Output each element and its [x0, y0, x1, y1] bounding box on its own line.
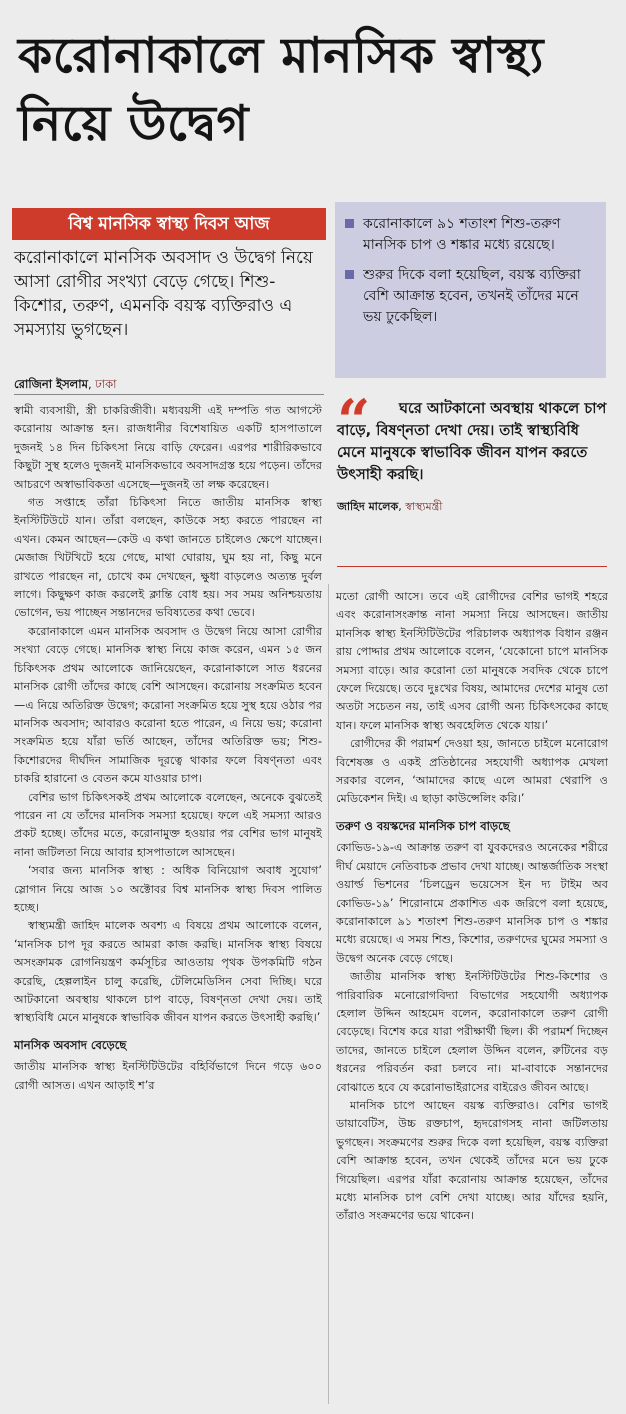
headline: করোনাকালে মানসিক স্বাস্থ্য নিয়ে উদ্বেগ — [18, 27, 544, 152]
highlight-item — [345, 214, 596, 256]
byline-name: রোজিনা ইসলাম — [14, 377, 88, 391]
byline-place: ঢাকা — [95, 377, 117, 391]
highlight-text: করোনাকালে ৯১ শতাংশ শিশু-তরুণ মানসিক চাপ ও শঙ্কার মধ্যে রয়েছে। — [363, 216, 561, 253]
right-column — [336, 588, 608, 1226]
pull-quote-role: স্বাস্থ্যমন্ত্রী — [405, 500, 443, 513]
pull-quote-text: ঘরে আটকানো অবস্থায় থাকলে চাপ বাড়ে, বিষণ্নতা দেখা দেয়। তাই স্বাস্থ্যবিধি মেনে মানুষকে স্বাভাবিক জীবন যাপন করতে উৎসাহী করছি। — [337, 400, 607, 483]
kicker-banner: বিশ্ব মানসিক স্বাস্থ্য দিবস আজ — [12, 208, 326, 240]
quote-mark-icon: “ — [337, 387, 371, 455]
body-paragraph: জাতীয় মানসিক স্বাস্থ্য ইনস্টিটিউটের বহির্বিভাগে দিনে গড়ে ৬০০ রোগী আসত। এখন আড়াই শ’র — [14, 1060, 322, 1092]
pull-quote — [337, 387, 609, 517]
byline — [14, 376, 328, 392]
body-paragraph: বেশির ভাগ চিকিৎসকই প্রথম আলোকে বলেছেন, অনেকে বুঝতেই পারেন না যে তাঁদের মানসিক সমস্যা হয়েছে। ফলে এই সমস্যা আরও প্রকট হচ্ছে। তাঁদের মতে, করোনামুক্ত হওয়ার পর বেশির ভাগ মানুষই নানা জটিলতা নিয়ে আবার হাসপাতালে আসছেন। — [14, 790, 322, 859]
column-divider — [328, 584, 329, 1404]
body-paragraph: মতো রোগী আসে। তবে এই রোগীদের বেশির ভাগই শহরে এবং করোনাসংক্রান্ত নানা সমস্যা নিয়ে আসছেন। জাতীয় মানসিক স্বাস্থ্য ইনস্টিটিউটের পরিচালক অধ্যাপক বিধান রঞ্জন রায় পোদ্দার প্রথম আলোকে বলেন, ‘যেকোনো চাপে মানসিক সমস্যা বাড়ে। আর করোনা তো মানুষকে সবদিক থেকে চাপে ফেলে দিয়েছে। তবে দুঃখের বিষয়, আমাদের দেশের মানুষ তো অতটা সচেতন নয়, তাই এসব রোগী অন্য চিকিৎসকের কাছে যান। ফলে মানসিক স্বাস্থ্য অবহেলিত থেকে যায়।’ — [336, 590, 608, 732]
body-paragraph: স্বাস্থ্যমন্ত্রী জাহিদ মালেক অবশ্য এ বিষয়ে প্রথম আলোকে বলেন, ‘মানসিক চাপ দূর করতে আমরা কাজ করছি। মানসিক স্বাস্থ্য বিষয়ে অসংক্রামক রোগনিয়ন্ত্রণ কর্মসূচির আওতায় পৃথক উপকমিটি গঠন করেছি, হেল্পলাইন চালু করেছি, টেলিমেডিসিন সেবা দিচ্ছি। ঘরে আটকানো অবস্থায় থাকলে চাপ বাড়ে, বিষণ্নতা দেখা দেয়। তাই স্বাস্থ্যবিধি মেনে মানুষকে স্বাভাবিক জীবন যাপন করতে উৎসাহী করছি।’ — [14, 919, 322, 1025]
highlight-text: শুরুর দিকে বলা হয়েছিল, বয়স্ক ব্যক্তিরা বেশি আক্রান্ত হবেন, তখনই তাঁদের মনে ভয় ঢুকেছিল। — [363, 267, 581, 325]
byline-rule — [14, 394, 324, 395]
bullet-square-icon — [345, 270, 354, 279]
body-paragraph: মানসিক চাপে আছেন বয়স্ক ব্যক্তিরাও। বেশির ভাগই ডায়াবেটিস, উচ্চ রক্তচাপ, হৃদরোগসহ নানা জটিলতায় ভুগছেন। সংক্রমণের শুরুর দিকে বলা হয়েছিল, বয়স্ক ব্যক্তিরা বেশি আক্রান্ত হবেন, তখন থেকেই তাঁদের মনে ভয় ঢুকে গিয়েছিল। এরপর যাঁরা করোনায় আক্রান্ত হয়েছেন, তাঁদের মধ্যে মানসিক চাপ বেশি দেখা যাচ্ছে। আর যাঁদের হয়নি, তাঁরাও সংক্রমণের ভয়ে থাকেন। — [336, 1098, 608, 1223]
section-subhead: মানসিক অবসাদ বেড়েছে — [14, 1037, 127, 1052]
pull-quote-name: জাহিদ মালেক — [337, 500, 399, 513]
body-paragraph: জাতীয় মানসিক স্বাস্থ্য ইনস্টিটিউটের শিশু-কিশোর ও পারিবারিক মনোরোগবিদ্যা বিভাগের সহযোগী অধ্যাপক হেলাল উদ্দিন আহমেদ বলেন, করোনাকালে তরুণ রোগী বেড়েছে। বিশেষ করে যারা পরীক্ষার্থী ছিল। কী পরামর্শ দিচ্ছেন তাদের, জানতে চাইলে হেলাল উদ্দিন বলেন, রুটিনের বড় ধরনের পরিবর্তন করা চলবে না। মা-বাবাকে সন্তানদের বোঝাতে হবে যে করোনাভাইরাসের বাইরেও জীবন আছে। — [336, 970, 608, 1094]
highlight-item — [345, 265, 596, 328]
byline-sep: , — [87, 377, 96, 391]
body-paragraph: রোগীদের কী পরামর্শ দেওয়া হয়, জানতে চাইলে মনোরোগ বিশেষজ্ঞ ও একই প্রতিষ্ঠানের সহযোগী অধ্যাপক মেখলা সরকার বলেন, ‘আমাদের কাছে এলে আমরা থেরাপি ও মেডিকেশন দিই। এ ছাড়া কাউন্সেলিং করি।’ — [336, 737, 608, 806]
body-paragraph: স্বামী ব্যবসায়ী, স্ত্রী চাকরিজীবী। মধ্যবয়সী এই দম্পতি গত আগস্টে করোনায় আক্রান্ত হন। রাজধানীর বিশেষায়িত একটি হাসপাতালে দুজনই ১৪ দিন চিকিৎসা নিয়ে বাড়ি ফেরেন। এরপর শারীরিকভাবে কিছুটা সুস্থ হলেও দুজনই মানসিকভাবে অবসাদগ্রস্ত হয়ে পড়েন। তাঁদের আচরণে অস্বাভাবিকতা এসেছে—দুজনই তা লক্ষ করেছেন। — [14, 404, 322, 491]
body-paragraph: গত সপ্তাহে তাঁরা চিকিৎসা নিতে জাতীয় মানসিক স্বাস্থ্য ইনস্টিটিউটে যান। তাঁরা বলছেন, কাউকে সহ্য করতে পারছেন না এখন। কেমন আছেন—কেউ এ কথা জানতে চাইলেও ক্ষেপে যাচ্ছেন। মেজাজ খিটখিটে হয়ে গেছে, মাথা ঘোরায়, ঘুম হয় না, কিছু মনে রাখতে পারছেন না, চোখে কম দেখছেন, ক্ষুধা বাড়লেও অত্যন্ত দুর্বল লাগে। কিছুক্ষণ কাজ করলেই ক্লান্তি বোধ হয়। সব সময় অনিশ্চয়তায় ভোগেন, ভয় পাচ্ছেন সন্তানদের ভবিষ্যতের কথা ভেবে। — [14, 496, 322, 620]
highlight-box — [335, 202, 606, 378]
body-paragraph: কোভিড-১৯-এ আক্রান্ত তরুণ বা যুবকদেরও অনেকের শরীরে দীর্ঘ মেয়াদে নেতিবাচক প্রভাব দেখা যাচ্ছে। আন্তর্জাতিক সংস্থা ওয়ার্ল্ড ভিশনের ‘চিলড্রেন ভয়েসেস ইন দ্য টাইম অব কোভিড-১৯’ শিরোনামে প্রকাশিত এক জরিপে বলা হয়েছে, করোনাকালে ৯১ শতাংশ শিশু-তরুণ মানসিক চাপ ও শঙ্কার মধ্যে রয়েছে। এ সময় শিশু, কিশোর, তরুণদের ঘুমের সমস্যা ও উদ্বেগ অনেক বেড়ে গেছে। — [336, 841, 608, 965]
bullet-square-icon — [345, 219, 354, 228]
body-paragraph: করোনাকালে এমন মানসিক অবসাদ ও উদ্বেগ নিয়ে আসা রোগীর সংখ্যা বেড়ে গেছে। মানসিক স্বাস্থ্য নিয়ে কাজ করেন, এমন ১৫ জন চিকিৎসক প্রথম আলোকে জানিয়েছেন, করোনাকালে সাত ধরনের মানসিক রোগী তাঁদের কাছে বেশি আসছেন। করোনায় সংক্রমিত হবেন—এ নিয়ে অতিরিক্ত উদ্বেগ; করোনা সংক্রমিত হয়ে সুস্থ হয়ে ওঠার পর মানসিক অবসাদ; আবারও করোনা হতে পারেন, এ নিয়ে ভয়; করোনা সংক্রমিত হয়ে যাঁরা ভর্তি আছেন, তাঁদের অতিরিক্ত ভয়; শিশু-কিশোরদের দীর্ঘদিন সামাজিক দূরত্বে থাকার ফলে বিষণ্নতা এবং চাকরি হারানো ও বেতন কমে যাওয়ার চাপ। — [14, 624, 322, 786]
attr-sep: , — [398, 500, 406, 513]
lede: করোনাকালে মানসিক অবসাদ ও উদ্বেগ নিয়ে আসা রোগীর সংখ্যা বেড়ে গেছে। শিশু-কিশোর, তরুণ, এমনকি বয়স্ক ব্যক্তিরাও এ সমস্যায় ভুগছেন। — [14, 248, 313, 340]
quote-rule — [337, 566, 607, 567]
pull-quote-attribution — [337, 498, 609, 517]
section-subhead: তরুণ ও বয়স্কদের মানসিক চাপ বাড়ছে — [336, 818, 510, 833]
body-paragraph: ‘সবার জন্য মানসিক স্বাস্থ্য : অধিক বিনিয়োগ অবাধ সুযোগ’ স্লোগান নিয়ে আজ ১০ অক্টোবর বিশ্ব মানসিক স্বাস্থ্য দিবস পালিত হচ্ছে। — [14, 864, 322, 914]
left-column — [14, 402, 322, 1095]
